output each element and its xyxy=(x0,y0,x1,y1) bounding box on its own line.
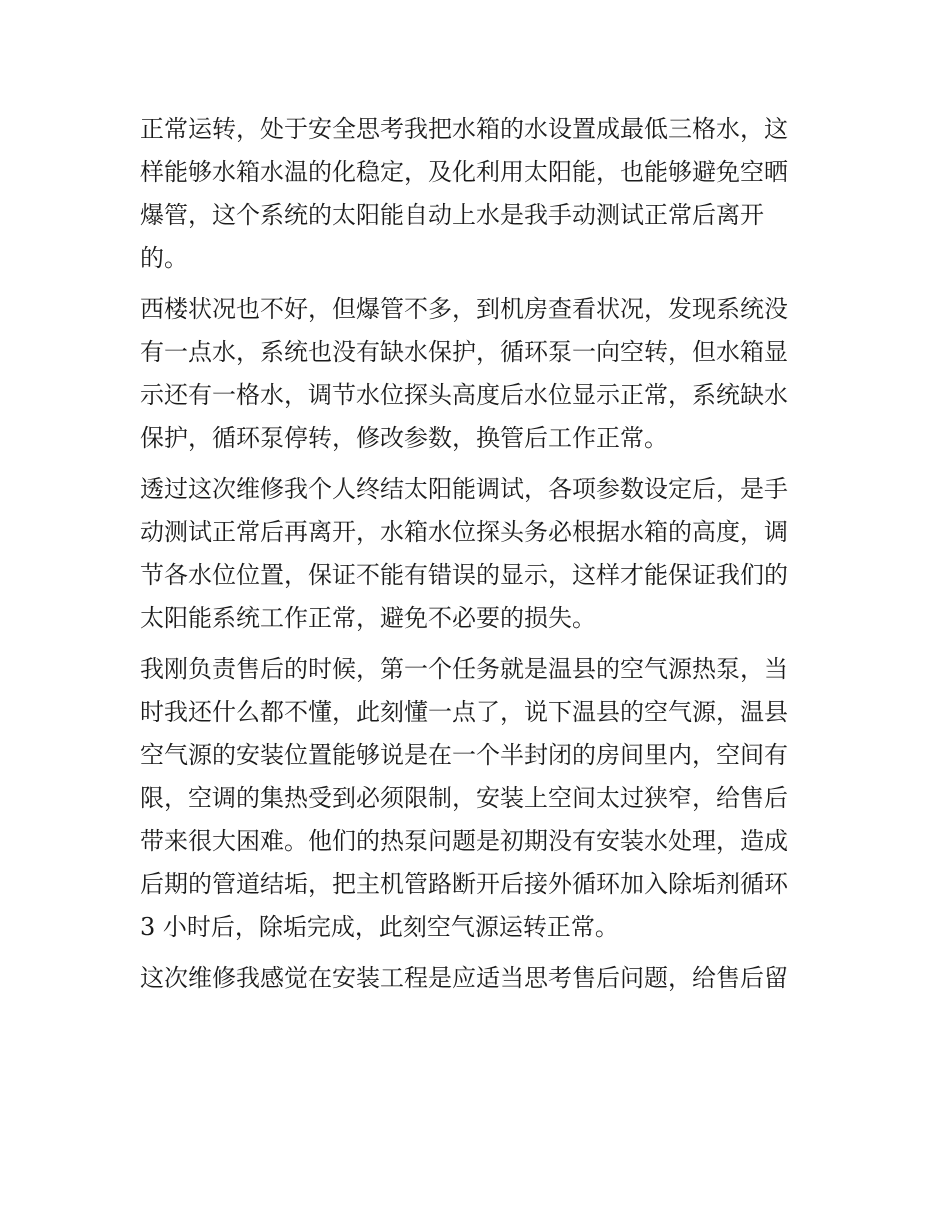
document-body xyxy=(140,108,820,1000)
text-line: 有一点水，系统也没有缺水保护，循环泵一向空转，但水箱显 xyxy=(140,338,788,366)
text-line: 带来很大困难。他们的热泵问题是初期没有安装水处理，造成 xyxy=(140,827,788,855)
text-line: 的。 xyxy=(140,244,188,272)
text-line: 样能够水箱水温的化稳定，及化利用太阳能，也能够避免空晒 xyxy=(140,158,788,186)
text-line: 后期的管道结垢，把主机管路断开后接外循环加入除垢剂循环 xyxy=(140,870,788,898)
text-line: 保护，循环泵停转，修改参数，换管后工作正常。 xyxy=(140,424,668,452)
text-line: 这次维修我感觉在安装工程是应适当思考售后问题，给售后留 xyxy=(140,964,788,992)
paragraph xyxy=(140,288,820,460)
text-line: 限，空调的集热受到必须限制，安装上空间太过狭窄，给售后 xyxy=(140,784,788,812)
paragraph xyxy=(140,957,820,1000)
text-line: 我刚负责售后的时候，第一个任务就是温县的空气源热泵，当 xyxy=(140,655,788,683)
paragraph xyxy=(140,648,820,949)
paragraph xyxy=(140,468,820,640)
text-line: 3 小时后，除垢完成，此刻空气源运转正常。 xyxy=(140,913,619,941)
text-line: 西楼状况也不好，但爆管不多，到机房查看状况，发现系统没 xyxy=(140,295,788,323)
text-line: 节各水位位置，保证不能有错误的显示，这样才能保证我们的 xyxy=(140,561,788,589)
text-line: 动测试正常后再离开，水箱水位探头务必根据水箱的高度，调 xyxy=(140,518,788,546)
text-line: 透过这次维修我个人终结太阳能调试，各项参数设定后，是手 xyxy=(140,475,788,503)
text-line: 太阳能系统工作正常，避免不必要的损失。 xyxy=(140,604,596,632)
text-line: 时我还什么都不懂，此刻懂一点了，说下温县的空气源，温县 xyxy=(140,698,788,726)
text-line: 爆管，这个系统的太阳能自动上水是我手动测试正常后离开 xyxy=(140,201,764,229)
text-line: 示还有一格水，调节水位探头高度后水位显示正常，系统缺水 xyxy=(140,381,788,409)
text-line: 正常运转，处于安全思考我把水箱的水设置成最低三格水，这 xyxy=(140,115,788,143)
text-line: 空气源的安装位置能够说是在一个半封闭的房间里内，空间有 xyxy=(140,741,788,769)
paragraph xyxy=(140,108,820,280)
